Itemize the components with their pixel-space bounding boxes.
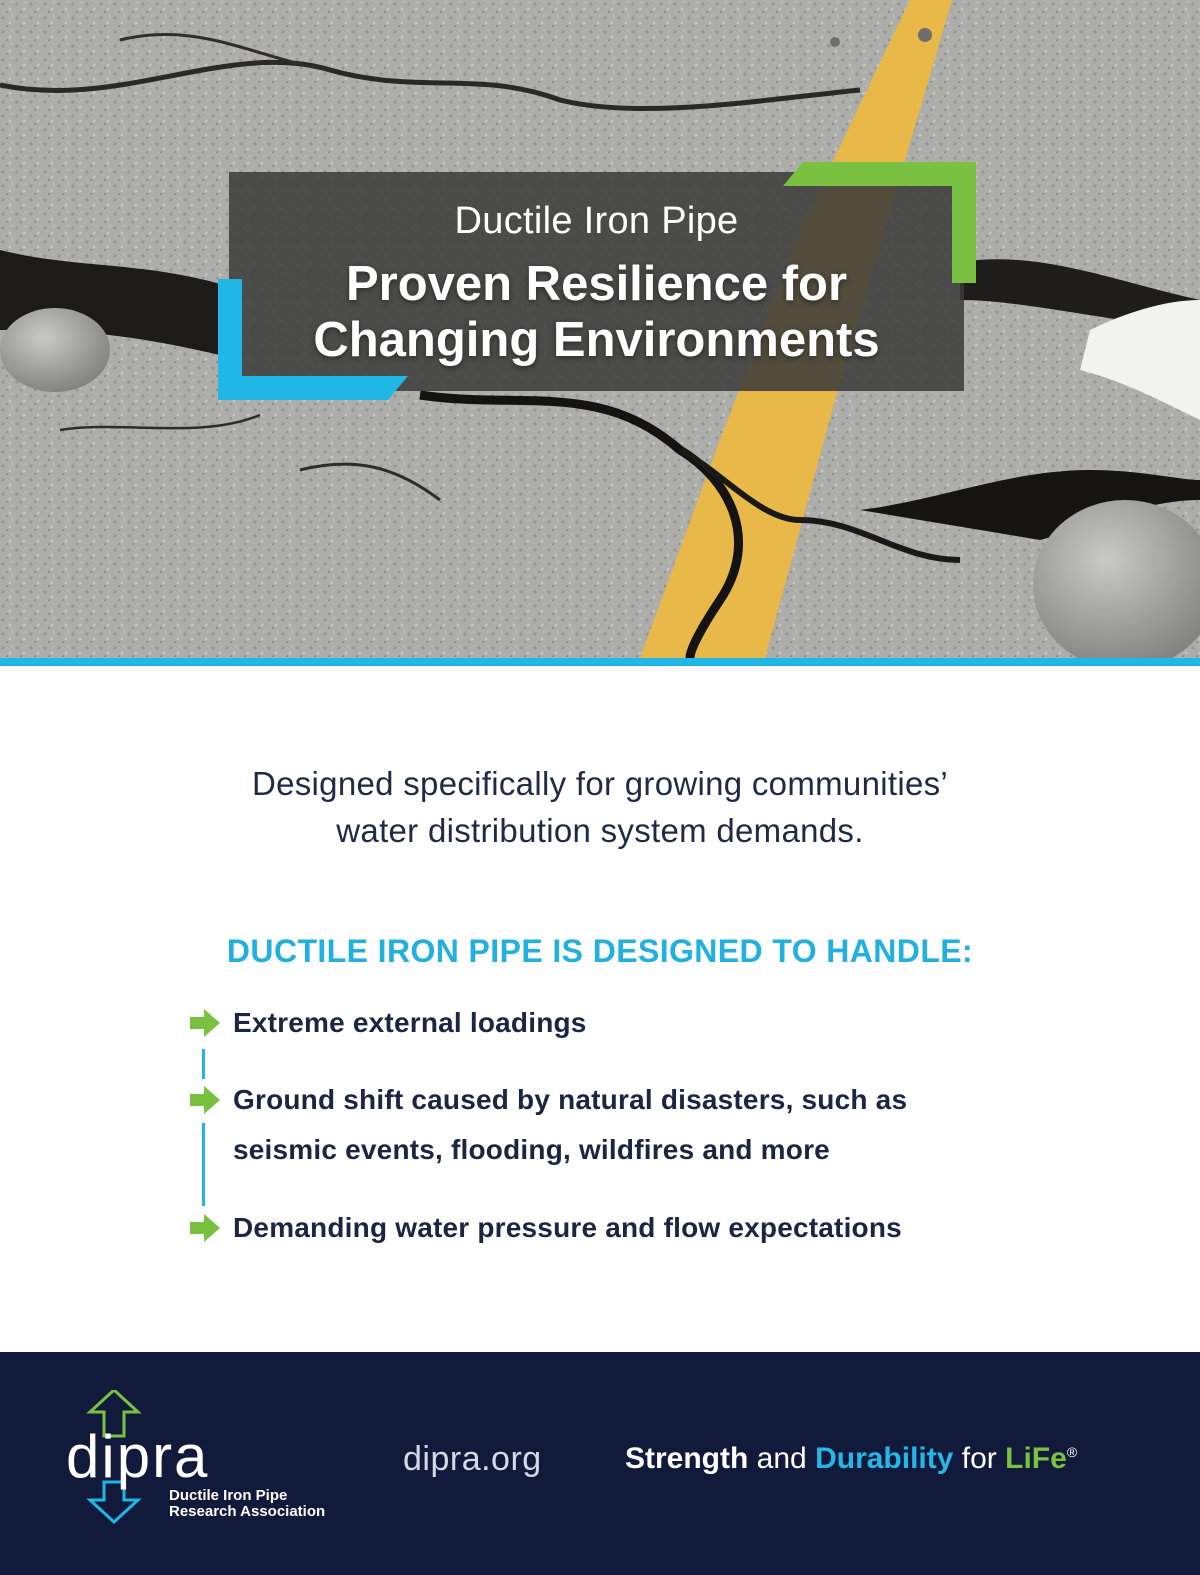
bullet-connector [202,1123,205,1206]
blue-corner-bracket-horizontal [218,376,408,400]
bullet-line: Demanding water pressure and flow expectations [233,1212,902,1243]
intro-line1: Designed specifically for growing communities’ [251,765,949,802]
tagline [625,1442,1077,1476]
hero-image [0,0,1200,658]
green-corner-bracket [783,162,976,186]
green-corner-bracket-vertical [952,162,976,283]
tagline-for: for [961,1442,997,1475]
bullet-line: seismic events, flooding, wildfires and more [233,1134,830,1165]
hero-subtitle: Ductile Iron Pipe [454,200,739,242]
tagline-and: and [756,1442,807,1475]
section-heading: DUCTILE IRON PIPE IS DESIGNED TO HANDLE: [226,933,974,969]
bullet-text [233,1203,1083,1253]
green-arrow-icon [190,1086,220,1114]
hero-title-line2: Changing Environments [313,313,880,367]
hero-divider [0,658,1200,666]
bullet-line: Extreme external loadings [233,1007,587,1038]
website-link[interactable]: dipra.org [403,1440,542,1478]
logo-subtitle-line1: Ductile Iron Pipe [169,1487,288,1504]
bullet-connector [202,1049,205,1079]
hero-title [229,256,964,368]
bullet-text [233,998,1083,1048]
dipra-logo[interactable] [66,1390,366,1540]
hero-title-line1: Proven Resilience for [345,257,848,311]
registered-mark: ® [1066,1444,1078,1460]
tagline-strength: Strength [625,1442,749,1475]
green-arrow-icon [190,1214,220,1242]
bullet-line: Ground shift caused by natural disasters, such as [233,1084,908,1115]
intro-line2: water distribution system demands. [336,812,864,849]
intro-text [100,760,1100,854]
bullet-text [233,1075,1083,1175]
tagline-durability: Durability [815,1442,954,1475]
logo-wordmark: dipra [66,1423,210,1490]
logo-subtitle-line2: Research Association [169,1503,326,1520]
tagline-life: LiFe [1005,1442,1067,1475]
green-arrow-icon [190,1009,220,1037]
title-panel [229,172,964,391]
footer [0,1352,1200,1575]
logo-subtitle [169,1488,325,1520]
